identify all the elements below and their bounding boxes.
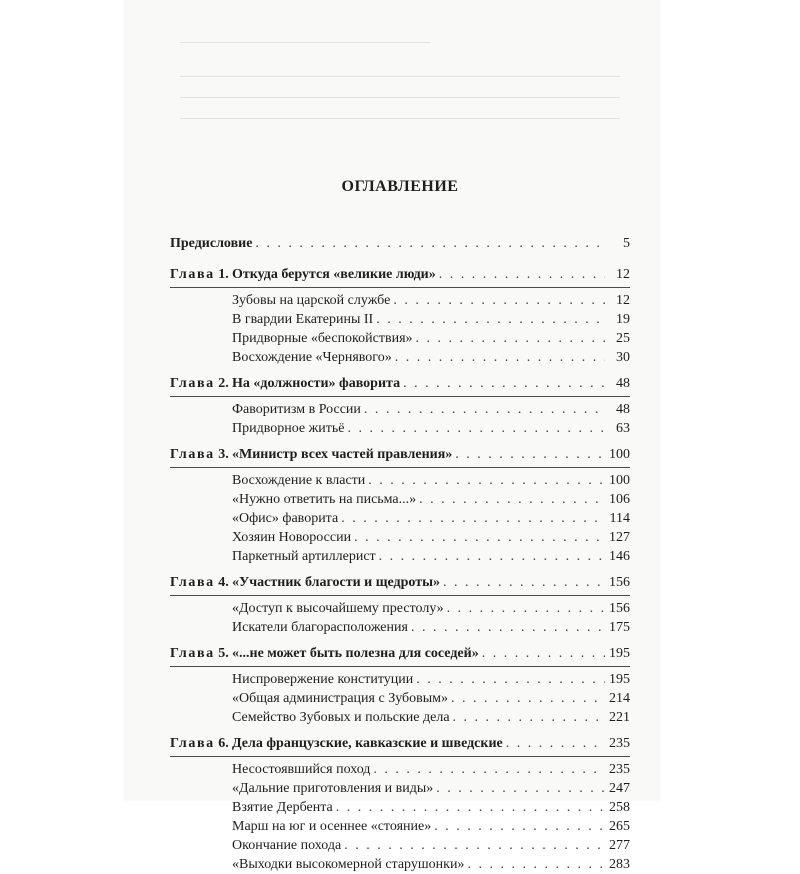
chapter-number: 4. xyxy=(218,575,229,590)
chapter-label xyxy=(170,445,232,464)
dot-leader xyxy=(376,310,605,329)
toc-section[interactable] xyxy=(170,291,630,310)
page-number: 214 xyxy=(609,691,630,706)
page-number: 127 xyxy=(609,530,630,545)
section-title: Восхождение к власти xyxy=(232,473,366,488)
chapter-number: 1. xyxy=(218,267,229,282)
chapter-word: Глава xyxy=(170,447,215,462)
dot-leader xyxy=(443,573,605,592)
page-number: 265 xyxy=(609,819,630,834)
section-title: «Доступ к высочайшему престолу» xyxy=(232,601,444,616)
dot-leader xyxy=(467,855,605,874)
toc-heading: ОГЛАВЛЕНИЕ xyxy=(341,178,459,195)
chapter-number: 5. xyxy=(218,646,229,661)
page-number: 258 xyxy=(609,800,630,815)
toc-section[interactable] xyxy=(170,509,630,528)
toc-section[interactable] xyxy=(170,760,630,779)
toc-section[interactable] xyxy=(170,599,630,618)
page-number: 277 xyxy=(609,838,630,853)
chapter-number: 6. xyxy=(218,736,229,751)
table-of-contents xyxy=(170,234,630,874)
section-title: «Офис» фаворита xyxy=(232,511,339,526)
chapter-label xyxy=(170,644,232,663)
toc-chapter-6[interactable] xyxy=(170,734,630,753)
dot-leader xyxy=(434,817,605,836)
dot-leader xyxy=(451,689,605,708)
dot-leader xyxy=(348,419,606,438)
toc-chapter-2[interactable] xyxy=(170,374,630,393)
page-number: 283 xyxy=(609,857,630,872)
page-number: 221 xyxy=(609,710,630,725)
toc-section[interactable] xyxy=(170,798,630,817)
page-number: 175 xyxy=(609,620,630,635)
chapter-separator-line xyxy=(170,396,630,397)
page-number: 25 xyxy=(616,331,630,346)
show-through-line xyxy=(180,118,620,119)
chapter-separator-line xyxy=(170,595,630,596)
page-number: 19 xyxy=(616,312,630,327)
section-title: Фаворитизм в России xyxy=(232,402,361,417)
page-number: 146 xyxy=(609,549,630,564)
section-title: Несостоявшийся поход xyxy=(232,762,371,777)
page-number: 30 xyxy=(616,350,630,365)
chapter-title: На «должности» фаворита xyxy=(232,376,401,391)
dot-leader xyxy=(506,734,605,753)
toc-section[interactable] xyxy=(170,689,630,708)
section-title: «Дальние приготовления и виды» xyxy=(232,781,434,796)
chapter-word: Глава xyxy=(170,646,215,661)
toc-section[interactable] xyxy=(170,490,630,509)
dot-leader xyxy=(395,348,605,367)
page-number: 12 xyxy=(616,293,630,308)
chapter-separator-line xyxy=(170,467,630,468)
chapter-separator-line xyxy=(170,287,630,288)
dot-leader xyxy=(403,374,605,393)
section-title: Хозяин Новороссии xyxy=(232,530,352,545)
chapter-separator-line xyxy=(170,756,630,757)
toc-section[interactable] xyxy=(170,310,630,329)
toc-section[interactable] xyxy=(170,329,630,348)
page-number: 195 xyxy=(609,646,630,661)
show-through-line xyxy=(180,76,620,77)
page-number: 114 xyxy=(609,511,630,526)
toc-chapter-1[interactable] xyxy=(170,265,630,284)
chapter-title: Дела французские, кавказские и шведские xyxy=(232,736,503,751)
chapter-label xyxy=(170,734,232,753)
page-number: 156 xyxy=(609,575,630,590)
toc-section[interactable] xyxy=(170,618,630,637)
dot-leader xyxy=(373,760,605,779)
dot-leader xyxy=(344,836,605,855)
show-through-line xyxy=(180,42,430,43)
section-title: «Общая администрация с Зубовым» xyxy=(232,691,449,706)
preface-title: Предисловие xyxy=(170,236,253,251)
toc-section[interactable] xyxy=(170,817,630,836)
toc-chapter-3[interactable] xyxy=(170,445,630,464)
dot-leader xyxy=(368,471,605,490)
chapter-word: Глава xyxy=(170,267,215,282)
chapter-label xyxy=(170,573,232,592)
page-number: 100 xyxy=(609,473,630,488)
toc-entry-preface[interactable] xyxy=(170,234,630,253)
chapter-title: «...не может быть полезна для соседей» xyxy=(232,646,479,661)
dot-leader xyxy=(336,798,605,817)
chapter-number: 2. xyxy=(218,376,229,391)
section-title: «Нужно ответить на письма...» xyxy=(232,492,417,507)
dot-leader xyxy=(416,670,605,689)
dot-leader xyxy=(447,599,605,618)
section-title: В гвардии Екатерины II xyxy=(232,312,374,327)
section-title: Паркетный артиллерист xyxy=(232,549,376,564)
toc-section[interactable] xyxy=(170,670,630,689)
page-number: 48 xyxy=(616,376,630,391)
chapter-label xyxy=(170,374,232,393)
page-number: 48 xyxy=(616,402,630,417)
dot-leader xyxy=(354,528,605,547)
chapter-word: Глава xyxy=(170,575,215,590)
dot-leader xyxy=(436,779,605,798)
toc-section[interactable] xyxy=(170,400,630,419)
dot-leader xyxy=(455,445,605,464)
show-through-line xyxy=(180,97,620,98)
toc-section[interactable] xyxy=(170,419,630,438)
chapter-word: Глава xyxy=(170,376,215,391)
chapter-word: Глава xyxy=(170,736,215,751)
dot-leader xyxy=(255,234,605,253)
dot-leader xyxy=(411,618,605,637)
dot-leader xyxy=(379,547,605,566)
page-number: 100 xyxy=(609,447,630,462)
toc-section[interactable] xyxy=(170,348,630,367)
dot-leader xyxy=(341,509,605,528)
chapter-number: 3. xyxy=(218,447,229,462)
toc-section[interactable] xyxy=(170,528,630,547)
page-number: 247 xyxy=(609,781,630,796)
section-title: Зубовы на царской службе xyxy=(232,293,391,308)
section-title: «Выходки высокомерной старушонки» xyxy=(232,857,465,872)
dot-leader xyxy=(482,644,605,663)
dot-leader xyxy=(393,291,605,310)
section-title: Искатели благорасположения xyxy=(232,620,408,635)
dot-leader xyxy=(364,400,605,419)
page-number: 12 xyxy=(616,267,630,282)
toc-section[interactable] xyxy=(170,855,630,874)
toc-section[interactable] xyxy=(170,547,630,566)
toc-chapter-4[interactable] xyxy=(170,573,630,592)
toc-chapter-5[interactable] xyxy=(170,644,630,663)
page-number: 235 xyxy=(609,762,630,777)
section-title: Восхождение «Чернявого» xyxy=(232,350,392,365)
section-title: Окончание похода xyxy=(232,838,342,853)
section-title: Придворные «беспокойствия» xyxy=(232,331,413,346)
page-number: 235 xyxy=(609,736,630,751)
section-title: Придворное житьё xyxy=(232,421,345,436)
chapter-title: Откуда берутся «великие люди» xyxy=(232,267,436,282)
page-number: 195 xyxy=(609,672,630,687)
page-number: 5 xyxy=(623,236,630,251)
dot-leader xyxy=(439,265,605,284)
section-title: Ниспровержение конституции xyxy=(232,672,414,687)
chapter-separator-line xyxy=(170,666,630,667)
chapter-title: «Министр всех частей правления» xyxy=(232,447,453,462)
section-title: Взятие Дербента xyxy=(232,800,333,815)
toc-section[interactable] xyxy=(170,471,630,490)
toc-section[interactable] xyxy=(170,708,630,727)
page-number: 106 xyxy=(609,492,630,507)
dot-leader xyxy=(416,329,605,348)
page-number: 63 xyxy=(616,421,630,436)
dot-leader xyxy=(419,490,605,509)
dot-leader xyxy=(453,708,605,727)
page-number: 156 xyxy=(609,601,630,616)
section-title: Марш на юг и осеннее «стояние» xyxy=(232,819,432,834)
toc-section[interactable] xyxy=(170,836,630,855)
toc-section[interactable] xyxy=(170,779,630,798)
chapter-label xyxy=(170,265,232,284)
chapter-title: «Участник благости и щедроты» xyxy=(232,575,441,590)
section-title: Семейство Зубовых и польские дела xyxy=(232,710,450,725)
